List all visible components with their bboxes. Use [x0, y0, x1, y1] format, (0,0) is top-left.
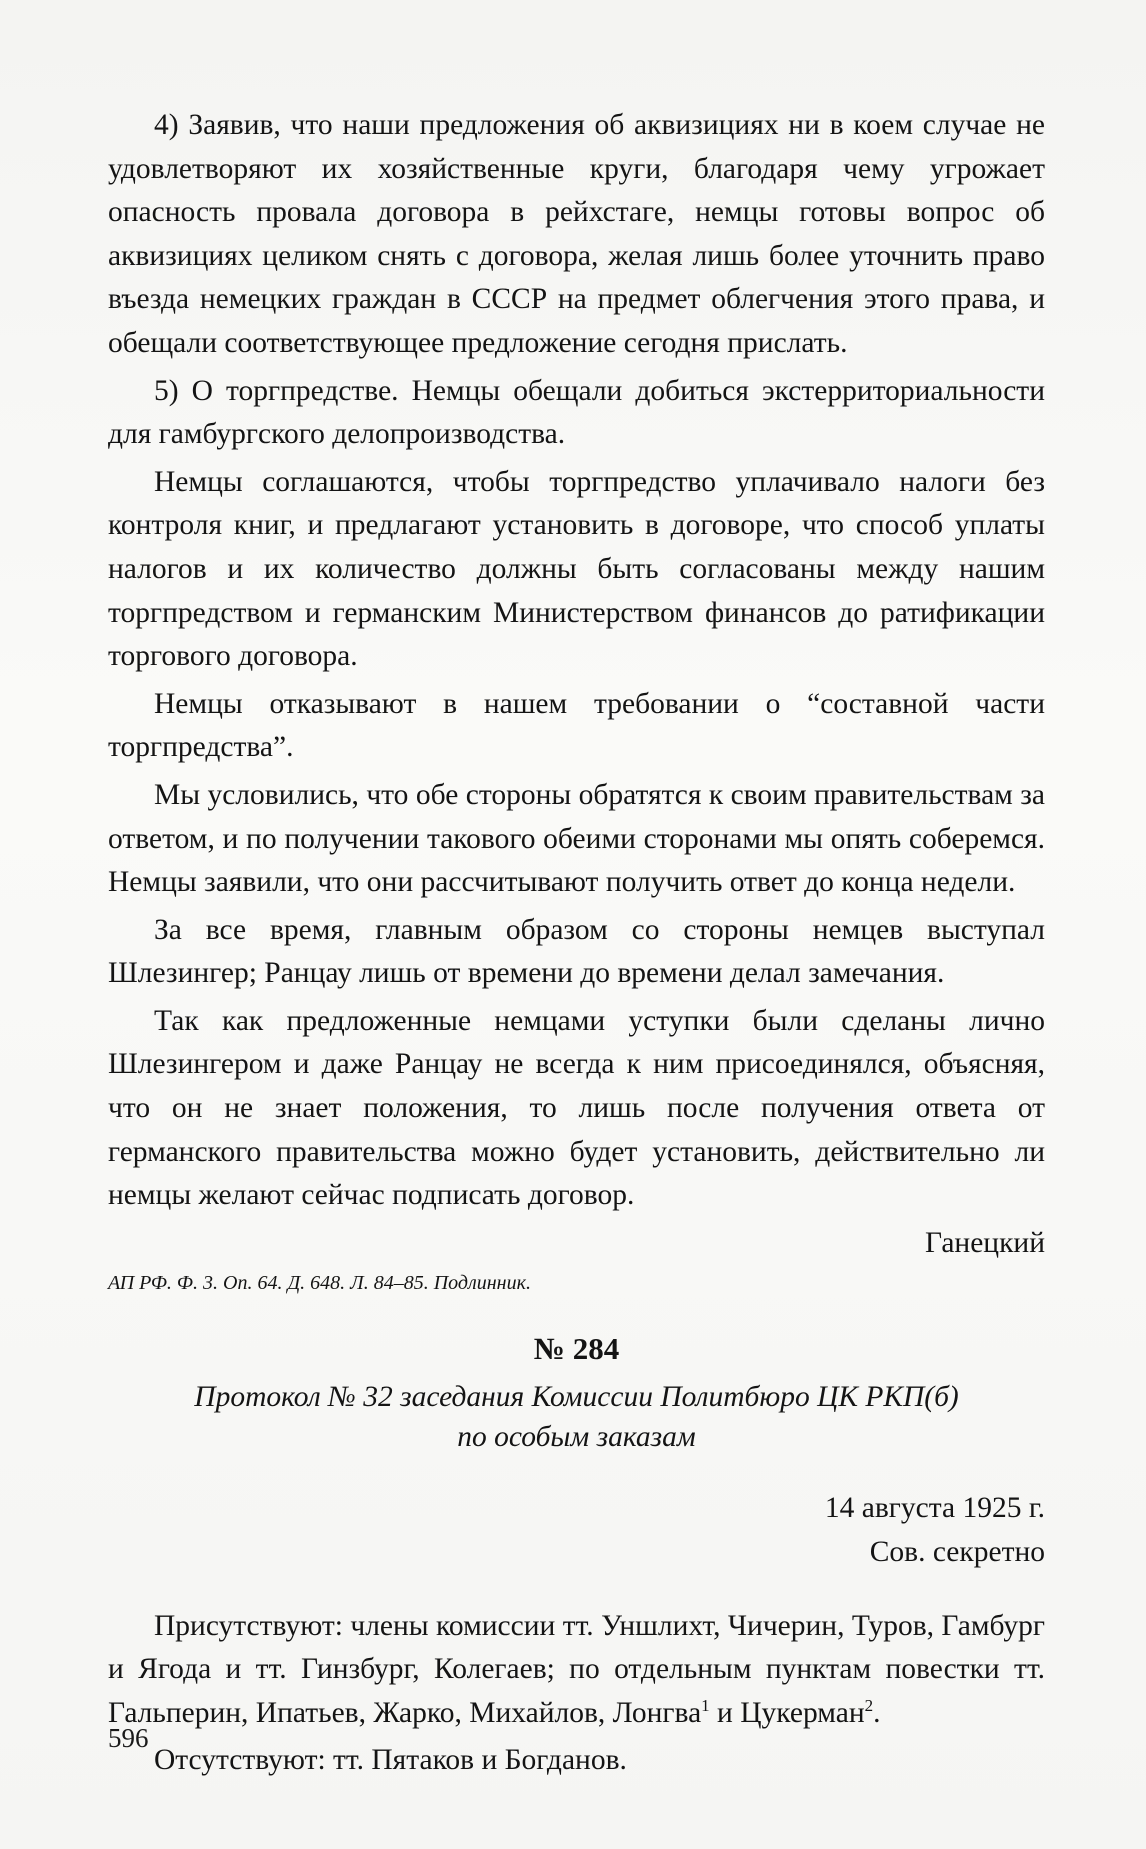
page-text-block	[108, 104, 1045, 1787]
paragraph-agreement: Мы условились, что обе стороны обратятся к своим правительствам за ответом, и по получении такового обеими сторонами мы опять соберемся. Немцы заявили, что они рассчитывают получить ответ до конца недели.	[108, 778, 1045, 899]
document-number: № 284	[533, 1331, 620, 1367]
footnote-marker-1: 1	[701, 1695, 710, 1715]
document-title-line-1: Протокол № 32 заседания Комиссии Политбюро ЦК РКП(б)	[194, 1381, 959, 1414]
archive-source: АП РФ. Ф. 3. Оп. 64. Д. 648. Л. 84–85. Подлинник.	[108, 1272, 531, 1295]
page-number: 596	[108, 1723, 149, 1753]
absent-paragraph: Отсутствуют: тт. Пятаков и Богданов.	[154, 1744, 627, 1777]
paragraph-speakers: За все время, главным образом со стороны немцев выступал Шлезингер; Ранцау лишь от времени до времени делал замечания.	[108, 913, 1045, 990]
classification-mark: Сов. секретно	[869, 1536, 1045, 1569]
present-paragraph	[108, 1605, 1045, 1736]
document-date: 14 августа 1925 г.	[824, 1492, 1045, 1525]
paragraph-item-5: 5) О торгпредстве. Немцы обещали добиться экстерриториальности для гамбургского делопроизводства.	[108, 374, 1045, 451]
paragraph-refusal: Немцы отказывают в нашем требовании о “составной части торгпредства”.	[108, 687, 1045, 764]
document-title-line-2: по особым заказам	[457, 1421, 696, 1454]
footnote-marker-2: 2	[864, 1695, 874, 1715]
present-text-a: Присутствуют: члены комиссии тт. Уншлихт, Чичерин, Туров, Гамбург и Ягода и тт. Гинзбург, Колегаев; по отдельным пунктам повестки тт. Гальперин, Ипатьев, Жарко, Михайлов, Лонгва	[108, 1609, 1045, 1729]
document-title	[108, 1377, 1045, 1457]
paragraph-conclusion: Так как предложенные немцами уступки были сделаны лично Шлезингером и даже Ранцау не всегда к ним присоединялся, объясняя, что он не знает положения, то лишь после получения ответа от германского правительства можно будет установить, действительно ли немцы желают сейчас подписать договор.	[108, 1004, 1045, 1212]
present-text-c: .	[873, 1696, 881, 1729]
paragraph-item-4: 4) Заявив, что наши предложения об аквизициях ни в коем случае не удовлетворяют их хозяйственные круги, благодаря чему угрожает опасность провала договора в рейхстаге, немцы готовы вопрос об аквизициях целиком снять с договора, желая лишь более уточнить право въезда немецких граждан в СССР на предмет облегчения этого права, и обещали соответствующее предложение сегодня прислать.	[108, 109, 1045, 359]
signature: Ганецкий	[925, 1226, 1045, 1259]
present-text-b: и Цукерман	[709, 1696, 865, 1729]
paragraph-taxes: Немцы соглашаются, чтобы торгпредство уплачивало налоги без контроля книг, и предлагают установить в договоре, что способ уплаты налогов и их количество должны быть согласованы между нашим торгпредством и германским Министерством финансов до ратификации торгового договора.	[108, 465, 1045, 673]
